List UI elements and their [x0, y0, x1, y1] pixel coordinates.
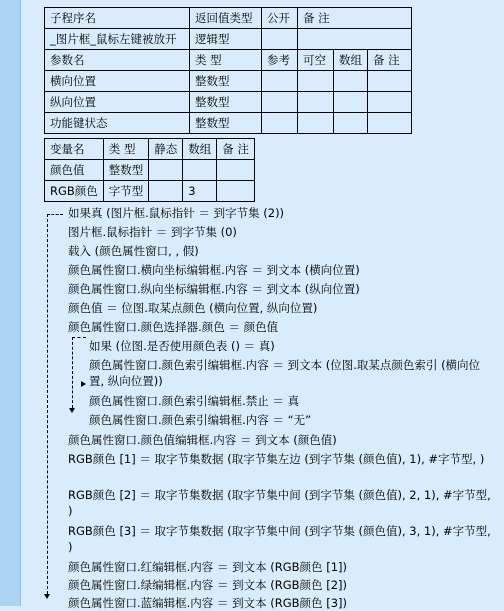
param-reference-header: 参考	[262, 50, 298, 71]
param-name-cell[interactable]: 横向位置	[45, 71, 190, 92]
remark-header: 备 注	[298, 8, 412, 29]
code-line[interactable]: RGB颜色 [3] ＝ 取字节集数据 (取字节集中间 (到字节集 (颜色值), 3, 1), #字节型, )	[68, 524, 495, 554]
code-line[interactable]: 颜色属性窗口.横向坐标编辑框.内容 ＝ 到文本 (横向位置)	[68, 263, 360, 277]
param-type-cell[interactable]: 整数型	[190, 92, 262, 113]
public-header: 公开	[262, 8, 298, 29]
code-line[interactable]: 颜色属性窗口.红编辑框.内容 ＝ 到文本 (RGB颜色 [1])	[68, 560, 347, 574]
param-type-header: 类 型	[190, 50, 262, 71]
code-line[interactable]: 颜色属性窗口.纵向坐标编辑框.内容 ＝ 到文本 (纵向位置)	[68, 282, 360, 296]
var-type-cell[interactable]: 字节型	[103, 181, 149, 202]
code-line[interactable]: 颜色属性窗口.绿编辑框.内容 ＝ 到文本 (RGB颜色 [2])	[68, 578, 347, 592]
code-line-if[interactable]: 如果 (位图.是否使用颜色表 () ＝ 真)	[89, 339, 275, 353]
var-name-cell[interactable]: RGB颜色	[45, 181, 104, 202]
return-type-header: 返回值类型	[190, 8, 262, 29]
if-true-flow-top	[47, 214, 63, 215]
if-end-arrow-icon	[69, 408, 75, 413]
subroutine-name-cell[interactable]: _图片框_鼠标左键被放开	[45, 29, 190, 50]
flow-end-arrow-icon	[44, 594, 50, 599]
param-optional-header: 可空	[298, 50, 334, 71]
param-type-cell[interactable]: 整数型	[190, 113, 262, 134]
if-true-flow-line	[47, 214, 48, 594]
var-name-cell[interactable]: 颜色值	[45, 160, 104, 181]
param-type-cell[interactable]: 整数型	[190, 71, 262, 92]
var-type-header: 类 型	[103, 139, 149, 160]
var-array-header: 数组	[183, 139, 217, 160]
var-name-header: 变量名	[45, 139, 104, 160]
else-branch-arrow-icon	[81, 381, 86, 387]
param-name-cell[interactable]: 纵向位置	[45, 92, 190, 113]
code-line[interactable]: 颜色属性窗口.颜色索引编辑框.禁止 ＝ 真	[89, 394, 300, 408]
code-line[interactable]: RGB颜色 [2] ＝ 取字节集数据 (取字节集中间 (到字节集 (颜色值), 2, 1), #字节型, )	[68, 488, 495, 518]
var-type-cell[interactable]: 整数型	[103, 160, 149, 181]
if-flow-line	[72, 337, 73, 408]
code-line[interactable]: 图片框.鼠标指针 ＝ 到字节集 (0)	[68, 225, 237, 239]
code-line-if-true[interactable]: 如果真 (图片框.鼠标指针 ＝ 到字节集 (2))	[68, 206, 285, 220]
code-line[interactable]: 颜色属性窗口.颜色索引编辑框.内容 ＝ “无”	[89, 413, 312, 427]
param-array-header: 数组	[334, 50, 368, 71]
subroutine-name-header: 子程序名	[45, 8, 190, 29]
code-line[interactable]: 颜色属性窗口.蓝编辑框.内容 ＝ 到文本 (RGB颜色 [3])	[68, 596, 347, 610]
var-remark-header: 备 注	[217, 139, 255, 160]
param-name-cell[interactable]: 功能键状态	[45, 113, 190, 134]
param-remark-header: 备 注	[368, 50, 412, 71]
code-line[interactable]: 颜色值 ＝ 位图.取某点颜色 (横向位置, 纵向位置)	[68, 301, 318, 315]
code-line[interactable]: 颜色属性窗口.颜色选择器.颜色 ＝ 颜色值	[68, 320, 279, 334]
return-type-cell[interactable]: 逻辑型	[190, 29, 262, 50]
var-array-cell[interactable]: 3	[183, 181, 217, 202]
if-flow-top	[72, 337, 86, 338]
code-line[interactable]: 载入 (颜色属性窗口, , 假)	[68, 244, 199, 258]
var-static-header: 静态	[149, 139, 183, 160]
code-line[interactable]: RGB颜色 [1] ＝ 取字节集数据 (取字节集左边 (到字节集 (颜色值), 1), #字节型, )	[68, 452, 485, 466]
code-line[interactable]: 颜色属性窗口.颜色值编辑框.内容 ＝ 到文本 (颜色值)	[68, 433, 337, 447]
code-line[interactable]: 颜色属性窗口.颜色索引编辑框.内容 ＝ 到文本 (位图.取某点颜色索引 (横向位置, 纵向位置))	[89, 358, 481, 388]
param-name-header: 参数名	[45, 50, 190, 71]
